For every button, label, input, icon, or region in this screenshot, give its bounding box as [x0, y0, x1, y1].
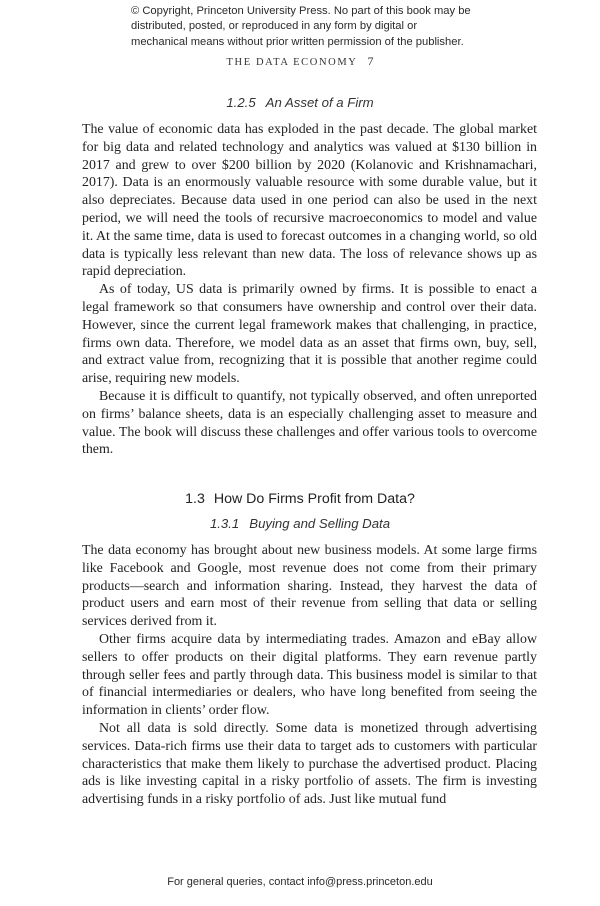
- subsection-title: An Asset of a Firm: [265, 95, 374, 110]
- subsection-heading-1-2-5: [0, 95, 600, 110]
- paragraph: Not all data is sold directly. Some data is monetized through advertising services. Data-rich firms use their data to target ads to customers with particular characteristics that make them likely to purchase the advertised product. Placing ads is like investing capital in a risky portfolio of assets. The firm is investing advertising funds in a risky portfolio of ads. Just like mutual fund: [82, 720, 537, 808]
- paragraph: As of today, US data is primarily owned by firms. It is possible to enact a legal framework so that consumers have ownership and control over their data. However, since the current legal framework makes that challenging, in practice, firms own data. Therefore, we model data as an asset that firms own, buy, sell, and extract value from, recognizing that it is possible that another regime could arise, requiring new models.: [82, 282, 537, 387]
- paragraph: Because it is difficult to quantify, not typically observed, and often unreported on firms’ balance sheets, data is an especially challenging asset to measure and value. The book will discuss these challenges and offer various tools to overcome them.: [82, 388, 537, 458]
- footer-contact: For general queries, contact info@press.princeton.edu: [167, 876, 433, 888]
- running-head: [0, 54, 600, 69]
- subsection-number: 1.2.5: [226, 95, 256, 110]
- subsection-title: Buying and Selling Data: [249, 516, 391, 531]
- paragraph: The data economy has brought about new business models. At some large firms like Facebook and Google, most revenue does not come from their primary products—search and information sharing. Instead, they harvest the data of product users and earn most of their revenue from selling that data or selling services derived from it.: [82, 543, 537, 630]
- section-heading-1-3: [0, 491, 600, 507]
- paragraph: Other firms acquire data by intermediating trades. Amazon and eBay allow sellers to offer products on their digital platforms. They earn revenue partly through seller fees and partly through data. This business model is similar to that of financial intermediaries or dealers, who have long benefited from seeing the information in clients’ order flow.: [82, 631, 537, 719]
- page-number: 7: [367, 54, 374, 68]
- subsection-heading-1-3-1: [0, 516, 600, 531]
- section-1-2-5-body: [82, 121, 537, 459]
- running-head-title: THE DATA ECONOMY: [226, 57, 358, 68]
- section-number: 1.3: [185, 491, 205, 507]
- copyright-notice: © Copyright, Princeton University Press. No part of this book may be distributed, posted, or reproduced in any form by digital or mechanical means without prior written permission of the publisher.: [131, 5, 471, 48]
- section-title: How Do Firms Profit from Data?: [213, 491, 415, 507]
- paragraph: The value of economic data has exploded in the past decade. The global market for big data and related technology and analytics was valued at $130 billion in 2017 and grew to over $200 billion by 2020 (Kolanovic and Krishnamachari, 2017). Data is an enormously valuable resource with some durable value, but it also depreciates. Because data used in one period can also be used in the next period, we will need the tools of recursive macroeconomics to model and value it. At the same time, data is used to forecast outcomes in a changing world, so old data is typically less relevant than new data. The loss of relevance shows up as rapid depreciation.: [82, 122, 537, 280]
- section-1-3-1-body: [82, 542, 537, 809]
- subsection-number: 1.3.1: [209, 516, 240, 531]
